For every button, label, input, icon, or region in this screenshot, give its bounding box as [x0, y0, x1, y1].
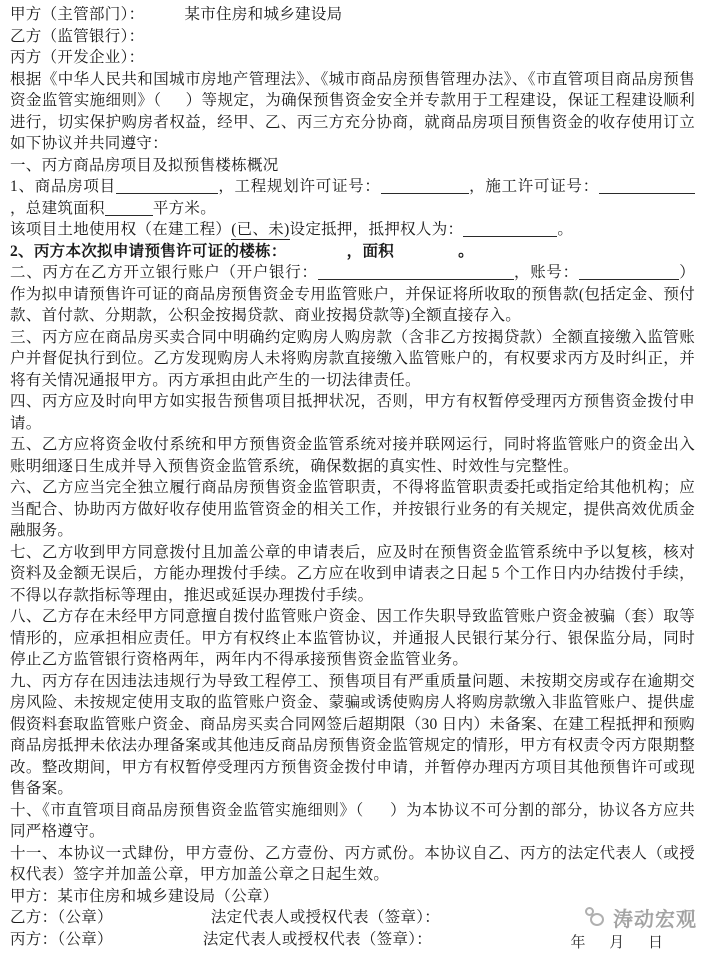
watermark-text: 涛动宏观 — [613, 909, 697, 931]
text-segment: ，施工许可证号： — [468, 178, 599, 195]
article-5 — [10, 434, 695, 477]
article-11 — [10, 843, 695, 886]
party-b-line — [10, 26, 695, 48]
blank-field — [381, 180, 469, 194]
spacer — [364, 814, 390, 815]
text-segment: 法定代表人或授权代表（签章）： — [210, 909, 441, 926]
article-10 — [10, 800, 695, 843]
party-c-line — [10, 47, 695, 69]
blank-field — [463, 223, 557, 237]
spacer — [287, 255, 347, 256]
text-segment: 该项目土地使用权（在建工程） — [10, 221, 232, 238]
text-segment: 三、丙方应在商品房买卖合同中明确约定购房人购房款（含非乙方按揭贷款）全额直接缴入监管账户并督促执行到位。乙方发现购房人未将购房款直接缴入监管账户的，有权要求丙方及时纠正，并将有关情况通报甲方。丙方承担由此产生的一切法律责任。 — [10, 328, 695, 389]
text-segment: 甲方（主管部门）： — [10, 6, 145, 23]
text-segment: 五、乙方应将资金收付系统和甲方预售资金监管系统对接并联网运行，同时将监管账户的资金出入账明细逐日生成并导入预售资金监管系统，确保数据的真实性、时效性与完整性。 — [10, 436, 695, 475]
text-segment: 根据《中华人民共和国城市房地产管理法》、《城市商品房预售管理办法》、《市直管项目商品房预售资金监管实施细则》（ — [10, 70, 695, 109]
blank-field — [599, 180, 695, 194]
article-9 — [10, 671, 695, 800]
text-segment: ，总建筑面积 — [10, 199, 105, 217]
text-segment: 一、丙方商品房项目及拟预售楼栋概况 — [10, 156, 279, 174]
text-segment: 乙方（监管银行）： — [10, 27, 145, 45]
date-month-label: 月 — [609, 935, 625, 951]
text-segment: 1、商品房项目 — [10, 178, 116, 195]
signature-date-line — [570, 931, 663, 952]
text-segment: ，面积 — [346, 242, 395, 260]
text-segment: 十一、本协议一式肆份，甲方壹份、乙方壹份、丙方贰份。本协议自乙、丙方的法定代表人（或授权代表）签字并加盖公章，甲方加盖公章之日起生效。 — [10, 844, 695, 883]
spacer — [113, 943, 203, 944]
text-segment: ）为本协议不可分割的部分，协议各方应共同严格遵守。 — [10, 801, 696, 840]
text-segment: 甲方：某市住房和城乡建设局（公章） — [10, 887, 279, 905]
underlined-text: (已、未) — [231, 221, 290, 238]
article-3 — [10, 327, 695, 392]
text-segment: 。 — [458, 242, 474, 260]
article-1-item-2 — [10, 241, 695, 263]
blank-field — [318, 266, 514, 280]
article-2 — [10, 262, 695, 327]
text-segment: 平方米。 — [152, 199, 217, 217]
text-segment: 2、丙方本次拟申请预售许可证的楼栋： — [10, 242, 287, 260]
date-day-label: 日 — [647, 935, 663, 951]
text-segment: 。 — [557, 221, 574, 238]
watermark — [584, 903, 697, 932]
text-segment: 某市住房和城乡建设局 — [184, 6, 343, 23]
text-segment: ）等规定，为确保预售资金安全并专款用于工程建设，保证工程建设顺利进行，切实保护购房者权益，经甲、乙、丙三方充分协商，就商品房项目预售资金的收存使用订立如下协议并共同遵守： — [10, 92, 695, 152]
text-segment: 设定抵押，抵押权人为： — [289, 221, 464, 238]
text-segment: 七、乙方收到甲方同意拨付且加盖公章的申请表后，应及时在预售资金监管系统中予以复核，核对资料及金额无误后，方能办理拨付手续。乙方应在收到申请表之日起 5 个工作日内办结拨付手续，不得以存款指标等理由，推迟或延误办理拨付手续。 — [10, 543, 695, 604]
article-1-heading — [10, 155, 695, 177]
party-a-line — [10, 4, 695, 26]
article-1-land-mortgage — [10, 219, 695, 241]
text-segment: 九、丙方存在因违法违规行为导致工程停工、预售项目有严重质量问题、未按期交房或存在逾期交房风险、未按规定使用支取的监管账户资金、蒙骗或诱使购房人将购房款缴入非监管账户、提供虚假资料套取监管账户资金、商品房买卖合同网签后超期限（30 日内）未备案、在建工程抵押和预购商品房抵押未依法办理备案或其他违反商品房预售资金监管规定的情形，甲方有权责令丙方限期整改。整改期间，甲方有权暂停受理丙方预售资金拨付申请，并暂停办理丙方项目其他预售许可或现售备案。 — [10, 672, 695, 797]
text-segment: 八、乙方存在未经甲方同意擅自拨付监管账户资金、因工作失职导致监管账户资金被骗（套）取等情形的，应承担相应责任。甲方有权终止本监管协议，并通报人民银行某分行、银保监分局，同时停止乙方监管银行资格两年，两年内不得承接预售资金监管业务。 — [10, 608, 695, 668]
article-8 — [10, 606, 695, 671]
article-1-item-1 — [10, 176, 695, 219]
text-segment: 十、《市直管项目商品房预售资金监管实施细则》（ — [10, 801, 364, 819]
article-6 — [10, 477, 695, 542]
text-segment: 六、乙方应当完全独立履行商品房预售资金监管职责，不得将监管职责委托或指定给其他机构；应当配合、协助丙方做好收存使用监管资金的相关工作，并按银行业务的有关规定，提供高效优质金融服务。 — [10, 479, 695, 539]
spacer — [144, 18, 184, 19]
blank-field — [116, 180, 218, 194]
text-segment: 丙方：（公章） — [10, 930, 113, 948]
blank-field — [105, 202, 153, 216]
preamble — [10, 69, 695, 155]
spacer — [394, 255, 458, 256]
text-segment: 四、丙方应及时向甲方如实报告预售项目抵押状况，否则，甲方有权暂停受理丙方预售资金拨付申请。 — [10, 393, 695, 432]
date-year-label: 年 — [570, 935, 586, 951]
text-segment: ，账号： — [513, 264, 579, 281]
text-segment: ，工程规划许可证号： — [217, 178, 381, 195]
text-segment: 法定代表人或授权代表（签章）： — [202, 930, 433, 948]
blank-field — [579, 266, 679, 280]
watermark-panda-logo-icon — [584, 905, 610, 931]
text-segment: ）作为拟申请预售许可证的商品房预售资金专用监管账户，并保证将所收取的预售款(包括定金、预付款、首付款、分期款，公积金按揭贷款、商业按揭贷款等)全额直接存入。 — [10, 264, 696, 324]
text-segment: 乙方：（公章） — [10, 909, 113, 926]
text-segment: 丙方（开发企业）： — [10, 49, 145, 66]
article-4 — [10, 391, 695, 434]
spacer — [161, 104, 185, 105]
article-7 — [10, 542, 695, 607]
text-segment: 二、丙方在乙方开立银行账户（开户银行： — [10, 264, 318, 281]
spacer — [113, 921, 211, 922]
